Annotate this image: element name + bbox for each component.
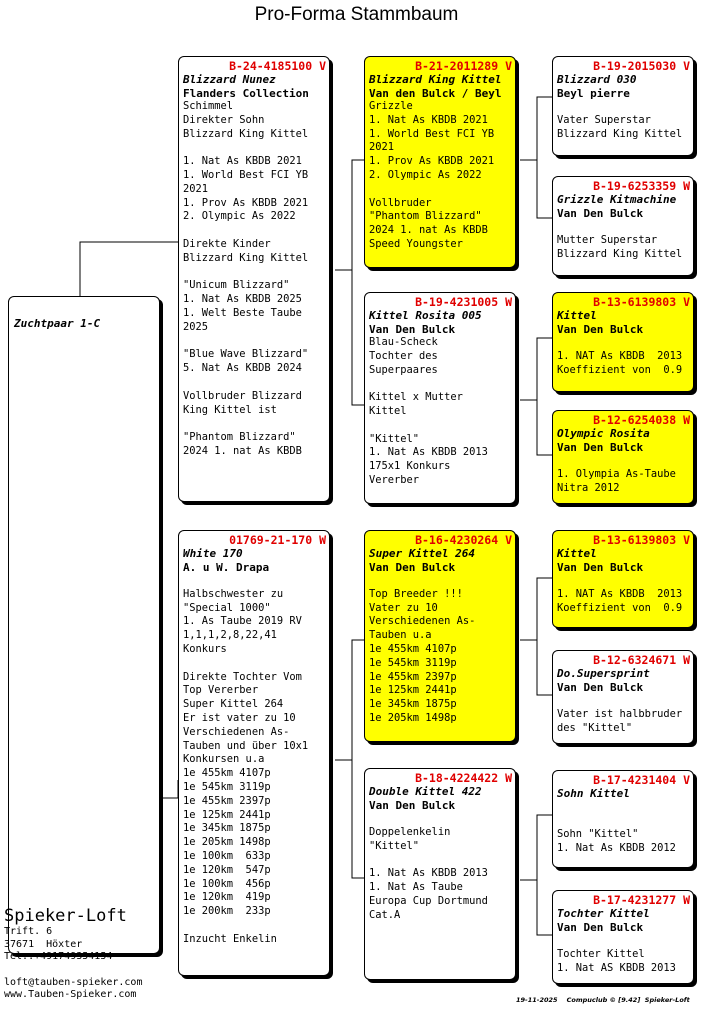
ring-number: B-19-6253359 W bbox=[593, 179, 690, 193]
info-line: Sohn "Kittel" bbox=[557, 828, 639, 841]
info-line: 1. Nat As KBDB 2012 bbox=[557, 841, 676, 854]
info-line: 1. Nat AS KBDB 2013 bbox=[557, 961, 676, 974]
loft-address-city: 37671 Höxter bbox=[4, 938, 83, 950]
info-line: 1e 545km 3119p bbox=[183, 780, 271, 793]
info-line bbox=[183, 919, 326, 933]
bird-name: Blizzard 030 bbox=[557, 73, 637, 86]
info-line: Blizzard King Kittel bbox=[557, 247, 683, 260]
info-line: Mutter Superstar bbox=[557, 233, 658, 246]
info-line: 1. Olympia As-Taube bbox=[557, 467, 676, 480]
info-line bbox=[557, 934, 690, 948]
info-line: Europa Cup Dortmund bbox=[369, 894, 488, 907]
info-line: Direkte Kinder bbox=[183, 237, 271, 250]
loft-info bbox=[4, 906, 142, 1002]
bird-name: Grizzle Kitmachine bbox=[557, 193, 677, 206]
bird-name: Tochter Kittel bbox=[557, 907, 650, 920]
info-line: Verschiedenen As- bbox=[183, 725, 290, 738]
mfm-box bbox=[552, 650, 694, 744]
info-line bbox=[369, 419, 512, 433]
info-line: Tauben und über 10x1 bbox=[183, 739, 309, 752]
info-line: Grizzle bbox=[369, 100, 413, 112]
info-line: 2024 1. nat As KBDB bbox=[369, 224, 488, 237]
info-line bbox=[183, 335, 326, 349]
loft-email[interactable]: loft@tauben-spieker.com bbox=[4, 976, 143, 988]
info-line: 1e 120km 547p bbox=[183, 863, 271, 876]
info-line: 2021 bbox=[183, 182, 209, 195]
bird-name: Kittel bbox=[557, 309, 597, 322]
bird-name: Super Kittel 264 bbox=[369, 547, 475, 560]
info-line: des "Kittel" bbox=[557, 721, 633, 734]
breeder-name: A. u W. Drapa bbox=[183, 560, 270, 574]
ring-number: B-21-2011289 V bbox=[415, 59, 512, 73]
info-line: 1e 455km 4107p bbox=[183, 767, 271, 780]
info-line: Vater zu 10 bbox=[369, 601, 438, 614]
info-line: 1. Nat As KBDB 2013 bbox=[369, 867, 488, 880]
info-line: Cat.A bbox=[369, 908, 401, 921]
breeder-name: Van Den Bulck bbox=[557, 206, 644, 220]
info-line: 1e 100km 456p bbox=[183, 877, 271, 890]
bird-name: Do.Supersprint bbox=[557, 667, 650, 680]
info-line: 2024 1. nat As KBDB bbox=[183, 444, 302, 457]
info-line: 1. Prov As KBDB 2021 bbox=[183, 196, 309, 209]
ring-number: B-19-2015030 V bbox=[593, 59, 690, 73]
breeder-name: Van Den Bulck bbox=[557, 680, 644, 694]
info-line: 1. Nat As KBDB 2021 bbox=[369, 113, 488, 126]
info-line: 1. NAT As KBDB 2013 bbox=[557, 349, 683, 362]
info-line: Top Vererber bbox=[183, 684, 259, 697]
info-line: "Kittel" bbox=[369, 432, 420, 445]
info-line: Er ist vater zu 10 bbox=[183, 711, 296, 724]
info-line: 1e 120km 419p bbox=[183, 891, 271, 904]
info-line bbox=[557, 814, 690, 828]
breeder-name: Van Den Bulck bbox=[557, 440, 644, 454]
mmm-box bbox=[552, 890, 694, 984]
mff-box bbox=[552, 530, 694, 628]
breeder-name: Van den Bulck / Beyl bbox=[369, 86, 502, 100]
info-line: 1. NAT As KBDB 2013 bbox=[557, 587, 683, 600]
info-line bbox=[183, 657, 326, 671]
info-line: 1. As Taube 2019 RV bbox=[183, 615, 302, 628]
bird-name: Olympic Rosita bbox=[557, 427, 650, 440]
ring-number: 01769-21-170 W bbox=[229, 533, 326, 547]
info-line: Konkursen u.a bbox=[183, 753, 265, 766]
info-line: 2. Olympic As 2022 bbox=[183, 210, 296, 223]
info-line bbox=[183, 224, 326, 238]
info-line: 1. Nat As Taube bbox=[369, 880, 463, 893]
info-line bbox=[369, 377, 512, 391]
info-line: Tochter des bbox=[369, 349, 438, 362]
info-line: Koeffizient von 0.9 bbox=[557, 363, 683, 376]
info-line: 1e 125km 2441p bbox=[183, 808, 271, 821]
mother-mother-box bbox=[364, 768, 516, 980]
info-line bbox=[557, 454, 690, 468]
info-line: 1e 125km 2441p bbox=[369, 684, 457, 697]
info-line: Blizzard King Kittel bbox=[183, 251, 309, 264]
root-pair-label: Zuchtpaar 1-C bbox=[14, 317, 101, 330]
info-line: 1e 455km 2397p bbox=[183, 794, 271, 807]
info-line: Vererber bbox=[369, 473, 420, 486]
info-line bbox=[183, 376, 326, 390]
mother-father-box bbox=[364, 530, 516, 742]
father-father-box bbox=[364, 56, 516, 268]
info-line bbox=[369, 183, 512, 197]
info-line: 1. Nat As KBDB 2021 bbox=[183, 155, 302, 168]
bird-name: Blizzard King Kittel bbox=[369, 73, 502, 86]
info-line: 2. Olympic As 2022 bbox=[369, 168, 482, 181]
info-line: Tauben u.a bbox=[369, 629, 432, 642]
ring-number: B-24-4185100 V bbox=[229, 59, 326, 73]
ring-number: B-19-4231005 W bbox=[415, 295, 512, 309]
info-line: 1e 345km 1875p bbox=[183, 822, 271, 835]
info-line: 1e 205km 1498p bbox=[369, 711, 457, 724]
info-line bbox=[369, 574, 512, 588]
info-line: 2025 bbox=[183, 320, 209, 333]
breeder-name: Flanders Collection bbox=[183, 86, 309, 100]
loft-phone: Tel.:+491749354154 bbox=[4, 951, 113, 963]
footer-credit: 19-11-2025 Compuclub © [9.42] Spieker-Loft bbox=[516, 996, 690, 1004]
ring-number: B-18-4224422 W bbox=[415, 771, 512, 785]
fff-box bbox=[552, 56, 694, 156]
info-line: 1e 345km 1875p bbox=[369, 698, 457, 711]
info-line: 1. Welt Beste Taube bbox=[183, 306, 302, 319]
breeder-name: Van Den Bulck bbox=[557, 920, 644, 934]
info-line: 1. Nat As KBDB 2025 bbox=[183, 293, 302, 306]
ring-number: B-17-4231404 V bbox=[593, 773, 690, 787]
breeder-name: Van Den Bulck bbox=[557, 560, 644, 574]
info-line: Direkter Sohn bbox=[183, 113, 265, 126]
fmm-box bbox=[552, 410, 694, 504]
info-line: 1e 455km 4107p bbox=[369, 642, 457, 655]
info-line bbox=[369, 853, 512, 867]
info-line bbox=[183, 141, 326, 155]
info-line bbox=[183, 574, 326, 588]
info-line bbox=[557, 220, 690, 234]
ring-number: B-12-6324671 W bbox=[593, 653, 690, 667]
bird-name: White 170 bbox=[183, 547, 243, 560]
info-line: Schimmel bbox=[183, 100, 234, 112]
root-pair-box bbox=[8, 296, 160, 954]
info-line: Vater ist halbbruder bbox=[557, 707, 683, 720]
loft-website[interactable]: www.Tauben-Spieker.com bbox=[4, 989, 137, 1001]
info-line: 1. World Best FCI YB bbox=[369, 127, 495, 140]
info-line: 1. Nat As KBDB 2013 bbox=[369, 446, 488, 459]
ring-number: B-16-4230264 V bbox=[415, 533, 512, 547]
info-line: Inzucht Enkelin bbox=[183, 932, 277, 945]
ring-number: B-12-6254038 W bbox=[593, 413, 690, 427]
info-line bbox=[557, 574, 690, 588]
bird-name: Sohn Kittel bbox=[557, 787, 630, 800]
info-line: 1. Prov As KBDB 2021 bbox=[369, 155, 495, 168]
bird-name: Kittel bbox=[557, 547, 597, 560]
mmf-box bbox=[552, 770, 694, 868]
father-box bbox=[178, 56, 330, 502]
info-line: Blizzard King Kittel bbox=[557, 127, 683, 140]
info-line: 1e 545km 3119p bbox=[369, 656, 457, 669]
mother-box bbox=[178, 530, 330, 976]
info-line: Vater Superstar bbox=[557, 113, 651, 126]
info-line: 175x1 Konkurs bbox=[369, 460, 451, 473]
info-line: 1. World Best FCI YB bbox=[183, 168, 309, 181]
info-line: 1e 100km 633p bbox=[183, 849, 271, 862]
info-line: Konkurs bbox=[183, 642, 227, 655]
info-line: "Special 1000" bbox=[183, 601, 271, 614]
breeder-name: Van Den Bulck bbox=[369, 322, 456, 336]
info-line bbox=[183, 417, 326, 431]
info-line bbox=[557, 100, 690, 114]
info-line: "Phantom Blizzard" bbox=[183, 431, 296, 444]
info-line: Speed Youngster bbox=[369, 237, 463, 250]
info-line: 1e 455km 2397p bbox=[369, 670, 457, 683]
info-line: "Unicum Blizzard" bbox=[183, 279, 290, 292]
info-line bbox=[183, 266, 326, 280]
info-line: Super Kittel 264 bbox=[183, 698, 284, 711]
info-line: Verschiedenen As- bbox=[369, 615, 476, 628]
info-line: Nitra 2012 bbox=[557, 481, 620, 494]
bird-name: Kittel Rosita 005 bbox=[369, 309, 482, 322]
info-line: "Kittel" bbox=[369, 839, 420, 852]
ffm-box bbox=[552, 176, 694, 276]
ring-number: B-17-4231277 W bbox=[593, 893, 690, 907]
info-line: Vollbruder bbox=[369, 196, 432, 209]
info-line: Vollbruder Blizzard bbox=[183, 389, 302, 402]
info-line bbox=[557, 801, 690, 815]
info-line: Koeffizient von 0.9 bbox=[557, 601, 683, 614]
loft-name: Spieker-Loft bbox=[4, 906, 127, 926]
info-line: 2021 bbox=[369, 141, 395, 154]
info-line: Kittel bbox=[369, 404, 407, 417]
info-line: 1e 205km 1498p bbox=[183, 836, 271, 849]
info-line: Doppelenkelin bbox=[369, 825, 451, 838]
loft-address-street: Trift. 6 bbox=[4, 926, 53, 937]
bird-name: Double Kittel 422 bbox=[369, 785, 482, 798]
info-line: 1,1,1,2,8,22,41 bbox=[183, 629, 277, 642]
info-line bbox=[369, 812, 512, 826]
ring-number: B-13-6139803 V bbox=[593, 533, 690, 547]
breeder-name: Van Den Bulck bbox=[557, 322, 644, 336]
info-line bbox=[557, 694, 690, 708]
info-line bbox=[557, 336, 690, 350]
info-line: Tochter Kittel bbox=[557, 947, 645, 960]
page-title: Pro-Forma Stammbaum bbox=[254, 4, 459, 25]
bird-name: Blizzard Nunez bbox=[183, 73, 276, 86]
info-line: Blizzard King Kittel bbox=[183, 127, 309, 140]
info-line: "Blue Wave Blizzard" bbox=[183, 348, 309, 361]
info-line: King Kittel ist bbox=[183, 403, 277, 416]
info-line: Direkte Tochter Vom bbox=[183, 670, 302, 683]
info-line: "Phantom Blizzard" bbox=[369, 210, 482, 223]
info-line: Blau-Scheck bbox=[369, 336, 438, 348]
ring-number: B-13-6139803 V bbox=[593, 295, 690, 309]
father-mother-box bbox=[364, 292, 516, 504]
breeder-name: Beyl pierre bbox=[557, 86, 630, 100]
info-line: 5. Nat As KBDB 2024 bbox=[183, 362, 302, 375]
info-line: 1e 200km 233p bbox=[183, 905, 271, 918]
info-line: Superpaares bbox=[369, 363, 438, 376]
info-line: Top Breeder !!! bbox=[369, 587, 463, 600]
breeder-name: Van Den Bulck bbox=[369, 798, 456, 812]
fmf-box bbox=[552, 292, 694, 392]
breeder-name: Van Den Bulck bbox=[369, 560, 456, 574]
info-line: Kittel x Mutter bbox=[369, 391, 463, 404]
info-line: Halbschwester zu bbox=[183, 587, 284, 600]
